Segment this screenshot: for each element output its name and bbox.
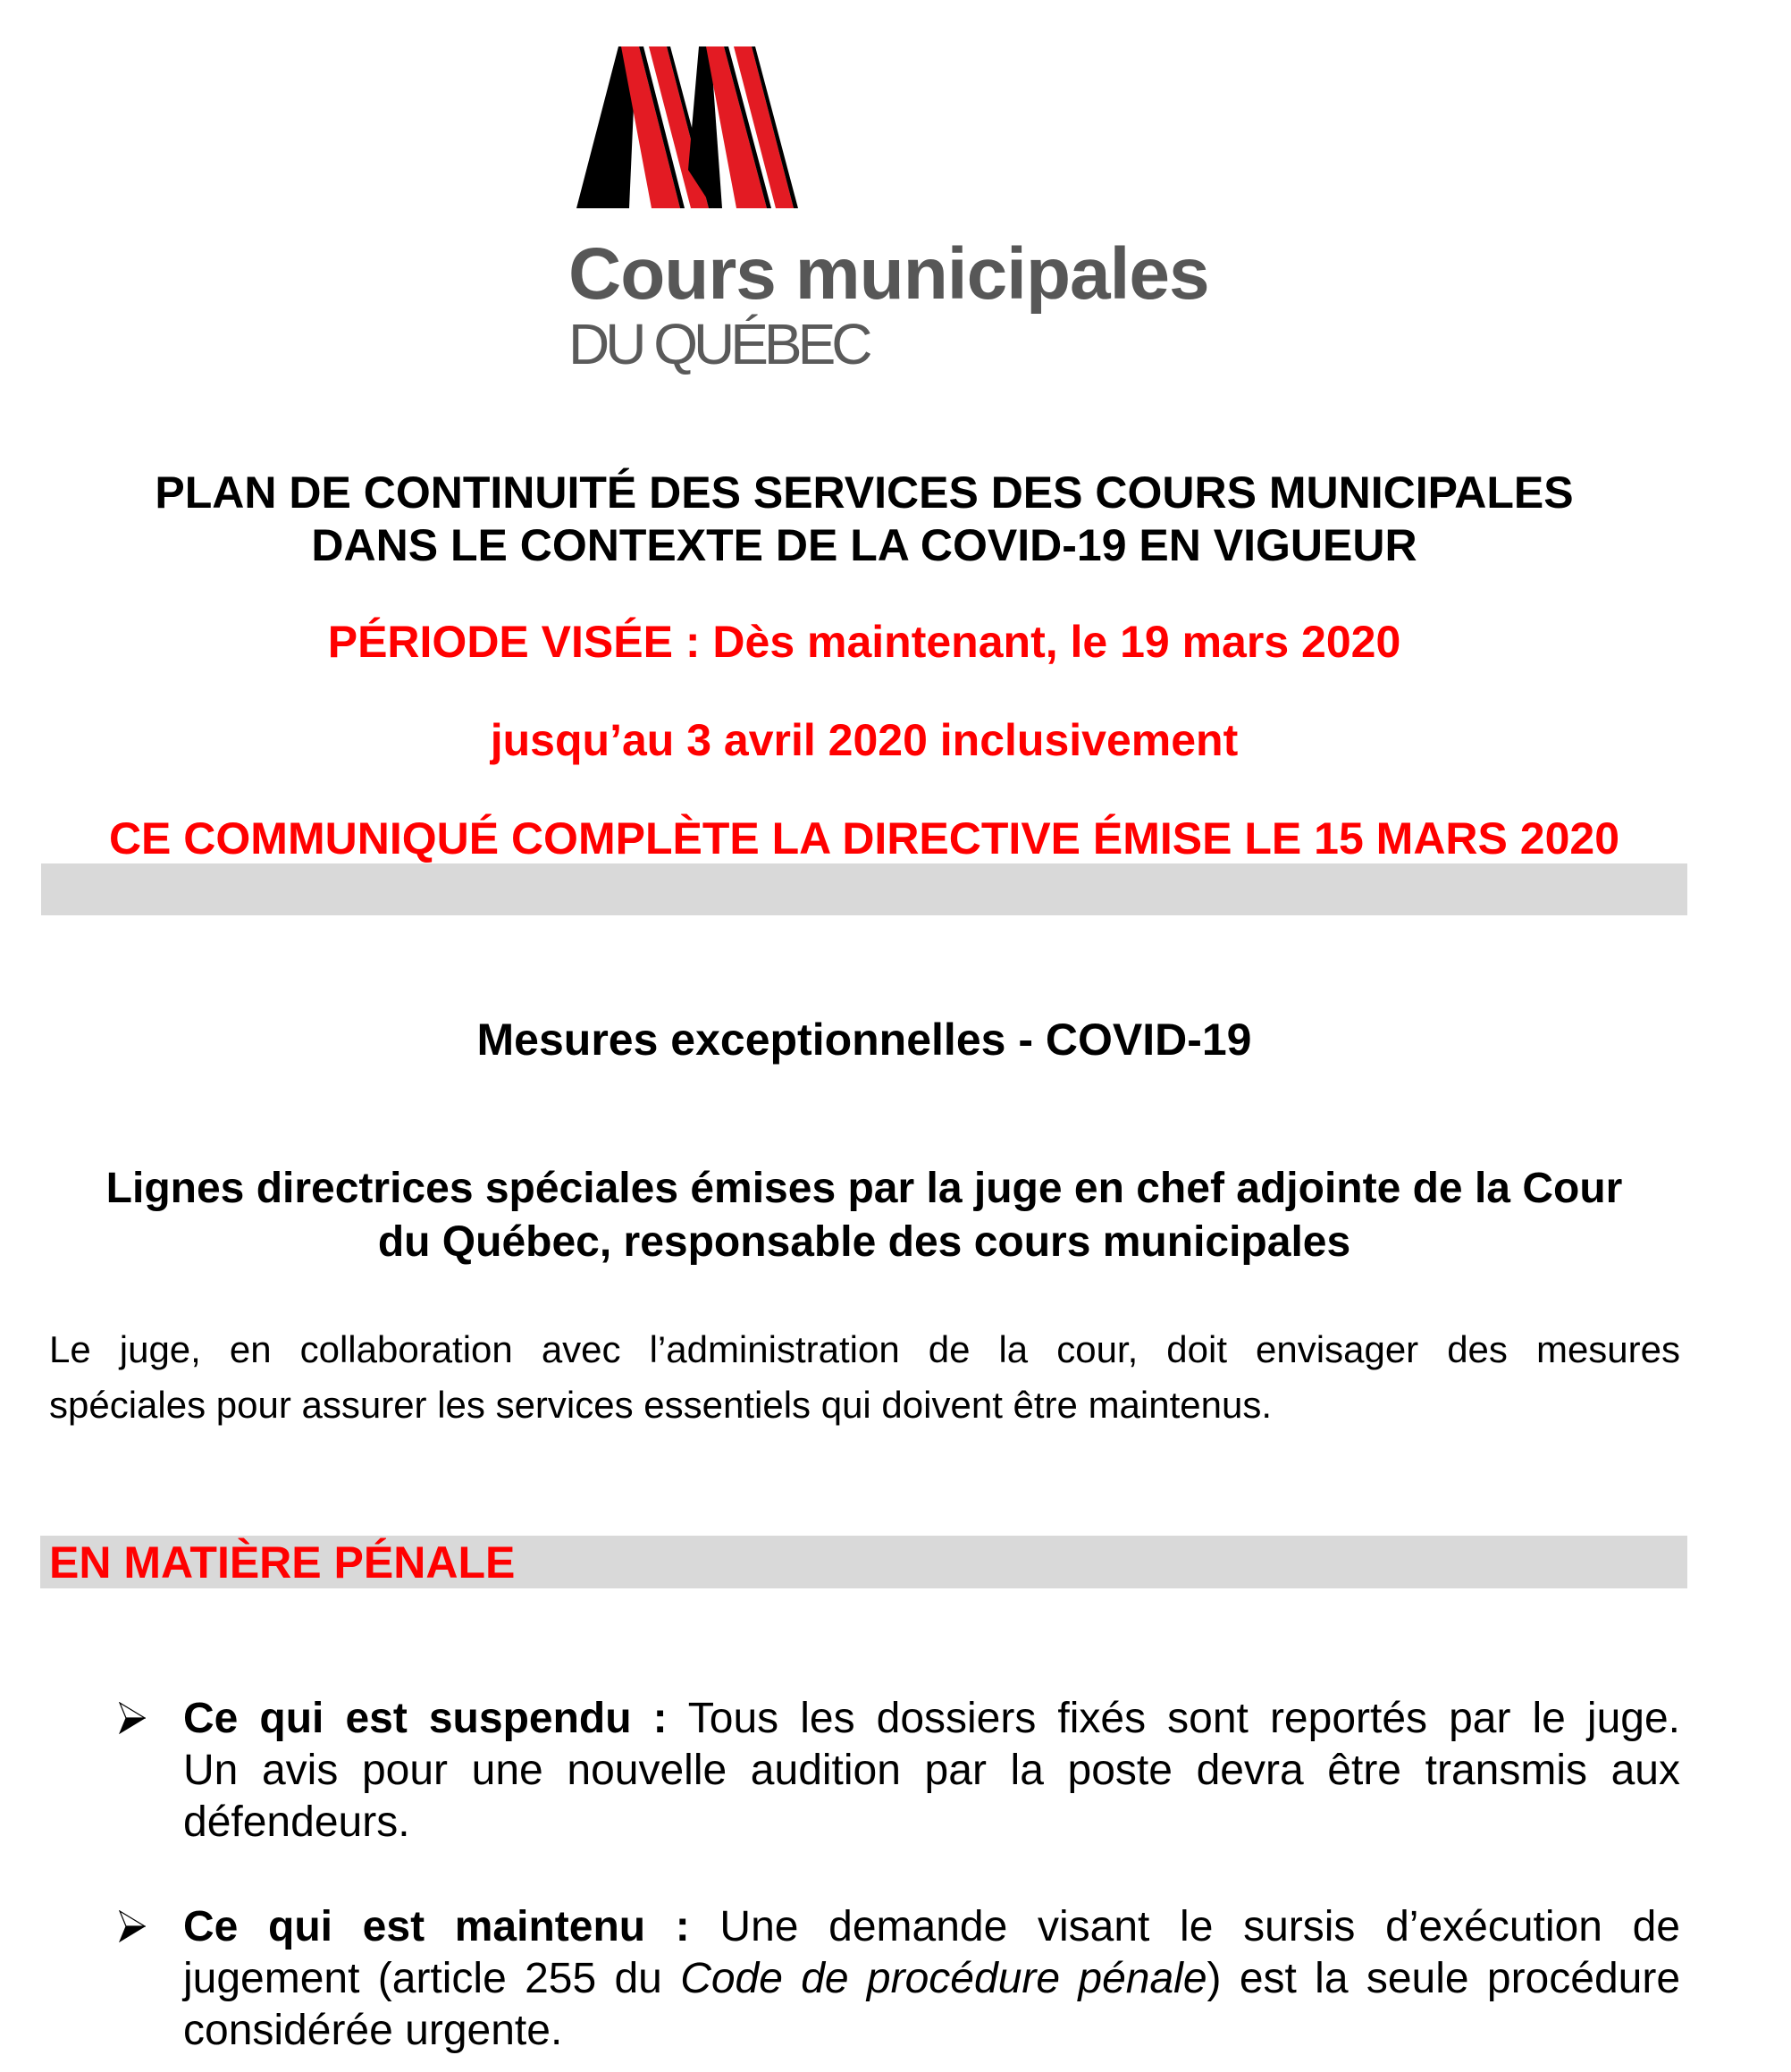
subtitle-line-1: Lignes directrices spéciales émises par la juge en chef adjointe de la Cour [105, 1165, 1623, 1212]
arrow-bullet-icon [119, 1910, 146, 1942]
law-title: Code de procédure pénale [680, 1955, 1207, 2002]
until-line: jusqu’au 3 avril 2020 inclusivement [490, 715, 1239, 765]
bullet-label: Ce qui est maintenu : [183, 1903, 690, 1950]
bullet-line [183, 1693, 1680, 1745]
m-logo-icon [563, 36, 822, 223]
notice-line: CE COMMUNIQUÉ COMPLÈTE LA DIRECTIVE ÉMISE LE 15 MARS 2020 [108, 813, 1620, 863]
bullet-line [183, 1953, 1680, 2005]
intro-line-1: Le juge, en collaboration avec l’administration de la cour, doit envisager des mesures [49, 1328, 1680, 1370]
subtitle-line-2: du Québec, responsable des cours municipales [377, 1218, 1351, 1266]
document-title-line-1: PLAN DE CONTINUITÉ DES SERVICES DES COURS MUNICIPALES [155, 467, 1574, 518]
arrow-bullet-icon [119, 1702, 146, 1734]
bullet-text: Tous les dossiers fixés sont reportés par le juge. [667, 1695, 1680, 1742]
intro-paragraph [49, 1322, 1680, 1433]
document-title-line-2: DANS LE CONTEXTE DE LA COVID-19 EN VIGUEUR [311, 520, 1417, 570]
bullet-line [183, 1901, 1680, 1953]
bullet-label: Ce qui est suspendu : [183, 1695, 668, 1742]
bullet-line: défendeurs. [183, 1798, 410, 1846]
bullet-maintained [183, 1901, 1680, 2057]
logo-subname: DU QUÉBEC [568, 312, 869, 376]
intro-line-2: spéciales pour assurer les services essentiels qui doivent être maintenus. [49, 1384, 1273, 1426]
period-line: PÉRIODE VISÉE : Dès maintenant, le 19 mars 2020 [327, 617, 1401, 667]
bullet-line: considérée urgente. [183, 2007, 563, 2054]
logo-name: Cours municipales [568, 233, 1209, 315]
bullet-text: jugement (article 255 du [183, 1955, 681, 2002]
bullet-text: ) est la seule procédure [1207, 1955, 1681, 2002]
divider-bar [41, 863, 1687, 915]
section-heading: Mesures exceptionnelles - COVID-19 [476, 1015, 1252, 1065]
bullet-suspended [183, 1693, 1680, 1849]
penal-heading: EN MATIÈRE PÉNALE [49, 1537, 516, 1588]
bullet-text: Une demande visant le sursis d’exécution de [689, 1903, 1680, 1950]
bullet-line: Un avis pour une nouvelle audition par la poste devra être transmis aux [183, 1747, 1680, 1794]
